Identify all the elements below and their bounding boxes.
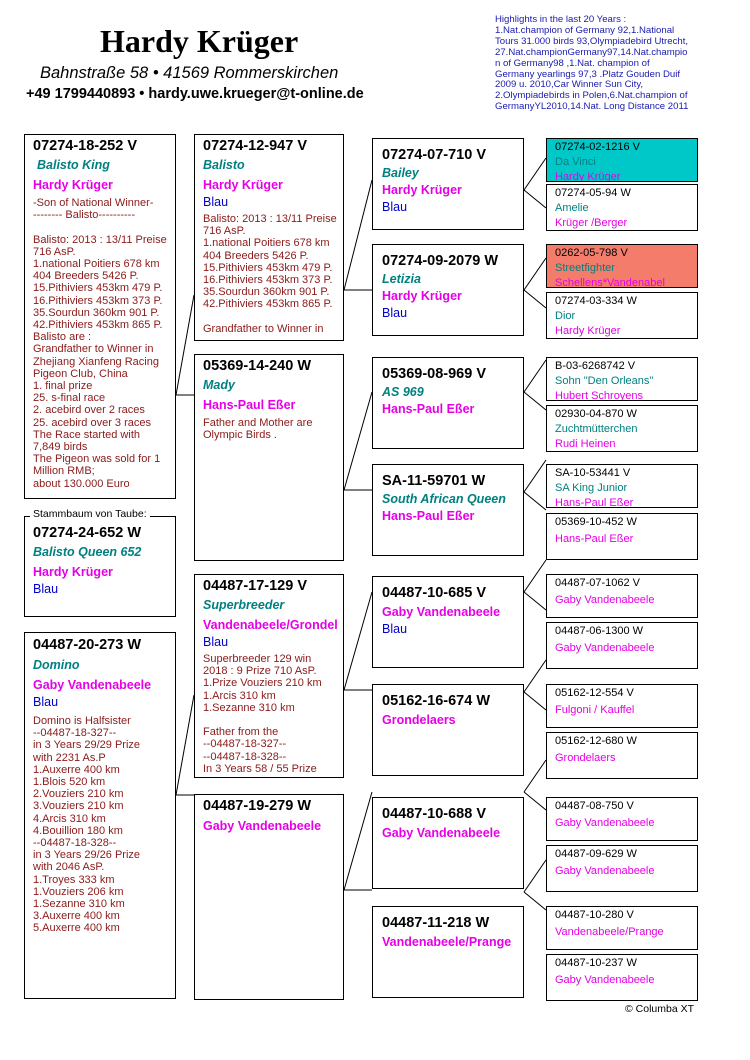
grandparent-name: South African Queen [382, 492, 506, 506]
link-ggp-13 [524, 760, 546, 792]
great-grandparent-owner: Vandenabeele/Prange [555, 926, 664, 938]
grandparent-card-7[interactable] [372, 797, 524, 889]
grandparent-color: Blau [382, 622, 408, 636]
parent-owner: Vandenabeele/Grondel [203, 618, 338, 632]
grandparent-color: Blau [382, 200, 408, 214]
dam-ring: 04487-20-273 W [33, 637, 142, 653]
parent-color: Blau [203, 635, 229, 649]
great-grandparent-owner: Schellens*Vandenabel [555, 277, 665, 288]
great-grandparent-ring: 05162-12-680 W [555, 735, 637, 747]
grandparent-ring: 04487-11-218 W [382, 915, 490, 931]
parent-ring: 04487-17-129 V [203, 578, 307, 594]
link-ggp-16 [524, 892, 546, 910]
great-grandparent-ring: SA-10-53441 V [555, 467, 631, 479]
sibling-owner: Hardy Krüger [33, 565, 113, 579]
parent-name: Superbreeder [203, 598, 285, 612]
grandparent-owner: Hardy Krüger [382, 183, 462, 197]
great-grandparent-card[interactable] [546, 405, 698, 452]
link-dam-sire [176, 695, 194, 795]
link-ggp-7 [524, 460, 546, 492]
great-grandparent-name: Amelie [555, 202, 589, 214]
great-grandparent-ring: 04487-07-1062 V [555, 577, 641, 589]
parent-ring: 07274-12-947 V [203, 138, 307, 154]
grandparent-owner: Hans-Paul Eßer [382, 402, 475, 416]
link-ggp-6 [524, 392, 546, 410]
grandparent-ring: 05369-08-969 V [382, 366, 486, 382]
link-ggp-15 [524, 860, 546, 892]
parent-owner: Hans-Paul Eßer [203, 398, 296, 412]
grandparent-card-3[interactable] [372, 357, 524, 449]
dam-name: Domino [33, 658, 80, 672]
link-ggp-10 [524, 592, 546, 610]
grandparent-owner: Vandenabeele/Prange [382, 935, 512, 949]
link-ggp-1 [524, 158, 546, 190]
great-grandparent-card[interactable] [546, 622, 698, 669]
grandparent-card-4[interactable] [372, 464, 524, 556]
great-grandparent-ring: 07274-02-1216 V [555, 141, 641, 153]
dam-notes: Domino is Halfsister --04487-18-327-- in 3 Years 29/29 Prize with 2231 As.P 1.Auxerre 400 km 1.Blois 520 km 2.Vouziers 210 km 3.Vouziers 210 km 4.Arcis 310 km 4.Bouillion 180 km --04487-18-328-- in 3 Years 29/26 Prize with 2046 AsP. 1.Troyes 333 km 1.Vouziers 206 km 1.Sezanne 310 km 3.Auxerre 400 km 5.Auxerre 400 km [33, 715, 141, 935]
parent-name: Balisto [203, 158, 245, 172]
link-ggp-9 [524, 560, 546, 592]
sibling-color: Blau [33, 582, 59, 596]
great-grandparent-ring: 0262-05-798 V [555, 247, 628, 259]
link-ggp-4 [524, 290, 546, 308]
great-grandparent-owner: Gaby Vandenabeele [555, 974, 655, 986]
grandparent-ring: 07274-07-710 V [382, 147, 486, 163]
parent-owner: Hardy Krüger [203, 178, 283, 192]
great-grandparent-ring: 05162-12-554 V [555, 687, 634, 699]
great-grandparent-card[interactable] [546, 138, 698, 182]
great-grandparent-ring: B-03-6268742 V [555, 360, 636, 372]
great-grandparent-card[interactable] [546, 464, 698, 508]
great-grandparent-ring: 04487-10-280 V [555, 909, 634, 921]
great-grandparent-owner: Gaby Vandenabeele [555, 642, 655, 654]
great-grandparent-name: Sohn "Den Orleans" [555, 375, 654, 387]
grandparent-owner: Hans-Paul Eßer [382, 509, 475, 523]
link-ggp-12 [524, 692, 546, 710]
grandparent-ring: 05162-16-674 W [382, 693, 491, 709]
great-grandparent-card[interactable] [546, 357, 698, 401]
great-grandparent-card[interactable] [546, 797, 698, 841]
sibling-ring: 07274-24-652 W [33, 525, 142, 541]
subject-card[interactable] [24, 134, 176, 499]
grandparent-owner: Gaby Vandenabeele [382, 605, 501, 619]
great-grandparent-owner: Krüger /Berger [555, 217, 628, 229]
grandparent-name: Bailey [382, 166, 419, 180]
great-grandparent-owner: Hubert Schroyens [555, 390, 644, 401]
great-grandparent-owner: Hardy Krüger [555, 171, 621, 182]
great-grandparent-name: Streetfighter [555, 262, 615, 274]
great-grandparent-owner: Gaby Vandenabeele [555, 865, 655, 877]
link-ggp-2 [524, 190, 546, 208]
great-grandparent-name: Da Vinci [555, 156, 596, 168]
subject-ring: 07274-18-252 V [33, 138, 137, 154]
grandparent-name: Letizia [382, 272, 421, 286]
parent-notes: Father and Mother are Olympic Birds . [203, 417, 313, 442]
link-gp-7 [344, 792, 372, 890]
great-grandparent-card[interactable] [546, 292, 698, 339]
breeder-name: Hardy Krüger [100, 23, 299, 59]
breeder-contact: +49 1799440893 • hardy.uwe.krueger@t-online.de [26, 86, 364, 102]
grandparent-ring: 04487-10-688 V [382, 806, 486, 822]
grandparent-owner: Grondelaers [382, 713, 456, 727]
grandparent-ring: SA-11-59701 W [382, 473, 486, 489]
highlights: Highlights in the last 20 Years : 1.Nat.champion of Germany 92,1.National Tours 31.000 birds 93,Olympiadebird Utrecht, 27.Nat.championGermany97,14.Nat.champio n of Germany98 ,1.Nat. champion of Germany yearlings 97,3 .Platz Gouden Duif 2009 u. 2010,Car Winner Sun City, 2.Olympiadebirds in Polen,6.Nat.champion of GermanyYL2010,14.Nat. Long Distance 2011 [495, 14, 689, 113]
grandparent-card-2[interactable] [372, 244, 524, 336]
grandparent-card-1[interactable] [372, 138, 524, 230]
link-ggp-14 [524, 792, 546, 810]
grandparent-owner: Gaby Vandenabeele [382, 826, 501, 840]
grandparent-card-8[interactable] [372, 906, 524, 998]
great-grandparent-ring: 02930-04-870 W [555, 408, 637, 420]
great-grandparent-owner: Gaby Vandenabeele [555, 594, 655, 606]
great-grandparent-owner: Hans-Paul Eßer [555, 533, 634, 545]
parent-name: Mady [203, 378, 235, 392]
grandparent-ring: 04487-10-685 V [382, 585, 486, 601]
great-grandparent-name: Dior [555, 310, 576, 322]
parent-card-3[interactable] [194, 574, 344, 778]
link-gp-5 [344, 592, 372, 690]
great-grandparent-owner: Hardy Krüger [555, 325, 621, 337]
great-grandparent-name: Zuchtmütterchen [555, 423, 638, 435]
link-gp-3 [344, 392, 372, 490]
great-grandparent-card[interactable] [546, 906, 698, 950]
stammbaum-label: Stammbaum von Taube: [30, 508, 150, 521]
link-ggp-8 [524, 492, 546, 510]
great-grandparent-ring: 04487-06-1300 W [555, 625, 644, 637]
great-grandparent-ring: 04487-10-237 W [555, 957, 637, 969]
parent-card-2[interactable] [194, 354, 344, 561]
great-grandparent-card[interactable] [546, 574, 698, 618]
great-grandparent-card[interactable] [546, 513, 698, 560]
link-subject-sire [176, 295, 194, 395]
parent-owner: Gaby Vandenabeele [203, 819, 322, 833]
great-grandparent-ring: 07274-03-334 W [555, 295, 637, 307]
parent-ring: 05369-14-240 W [203, 358, 312, 374]
parent-notes: Balisto: 2013 : 13/11 Preise 716 AsP. 1.national Poitiers 678 km 404 Breeders 5426 P. 15.Pithiviers 453km 479 P. 16.Pithiviers 453km 373 P. 35.Sourdun 360km 901 P. 42.Pithiviers 453km 865 P. Grandfather to Winner in [203, 213, 337, 335]
link-ggp-5 [524, 360, 546, 392]
great-grandparent-ring: 04487-08-750 V [555, 800, 634, 812]
great-grandparent-card[interactable] [546, 184, 698, 231]
great-grandparent-card[interactable] [546, 684, 698, 728]
great-grandparent-name: SA King Junior [555, 482, 628, 494]
dam-color: Blau [33, 695, 59, 709]
grandparent-name: AS 969 [382, 385, 424, 399]
dam-card[interactable] [24, 632, 176, 999]
great-grandparent-ring: 04487-09-629 W [555, 848, 637, 860]
parent-color: Blau [203, 195, 229, 209]
great-grandparent-owner: Grondelaers [555, 752, 616, 764]
great-grandparent-card[interactable] [546, 244, 698, 288]
great-grandparent-card[interactable] [546, 954, 698, 1001]
link-ggp-3 [524, 258, 546, 290]
parent-card-1[interactable] [194, 134, 344, 341]
link-ggp-11 [524, 660, 546, 692]
subject-owner: Hardy Krüger [33, 178, 113, 192]
subject-notes: -Son of National Winner- -------- Balisto---------- Balisto: 2013 : 13/11 Preise 716 AsP. 1.national Poitiers 678 km 404 Breeders 5426 P. 15.Pithiviers 453km 479 P. 16.Pithiviers 453km 373 P. 35.Sourdun 360km 901 P. 42.Pithiviers 453km 865 P. Balisto are : Grandfather to Winner in Zhejiang Xianfeng Racing Pigeon Club, China 1. final prize 25. s-final race 2. acebird over 2 races 25. acebird over 3 races The Race started with 7,849 birds The Pigeon was sold for 1 Million RMB; about 130.000 Euro [33, 197, 167, 490]
grandparent-card-5[interactable] [372, 576, 524, 668]
great-grandparent-card[interactable] [546, 732, 698, 779]
sibling-card[interactable] [24, 516, 176, 617]
great-grandparent-ring: 07274-05-94 W [555, 187, 631, 199]
parent-notes: Superbreeder 129 win 2018 : 9 Prize 710 AsP. 1.Prize Vouziers 210 km 1.Arcis 310 km 1.Sezanne 310 km Father from the --04487-18-327-- --04487-18-328-- In 3 Years 58 / 55 Prize [203, 653, 322, 775]
breeder-address: Bahnstraße 58 • 41569 Rommerskirchen [40, 64, 339, 82]
parent-card-4[interactable] [194, 794, 344, 1000]
great-grandparent-owner: Rudi Heinen [555, 438, 616, 450]
grandparent-owner: Hardy Krüger [382, 289, 462, 303]
great-grandparent-card[interactable] [546, 845, 698, 892]
parent-ring: 04487-19-279 W [203, 798, 312, 814]
copyright-footer: © Columba XT [625, 1003, 695, 1015]
sibling-name: Balisto Queen 652 [33, 545, 142, 559]
dam-owner: Gaby Vandenabeele [33, 678, 152, 692]
great-grandparent-owner: Hans-Paul Eßer [555, 497, 634, 508]
grandparent-color: Blau [382, 306, 408, 320]
subject-name: Balisto King [37, 158, 110, 172]
great-grandparent-owner: Gaby Vandenabeele [555, 817, 655, 829]
grandparent-card-6[interactable] [372, 684, 524, 776]
link-gp-1 [344, 180, 372, 290]
great-grandparent-owner: Fulgoni / Kauffel [555, 704, 635, 716]
great-grandparent-ring: 05369-10-452 W [555, 516, 637, 528]
grandparent-ring: 07274-09-2079 W [382, 253, 499, 269]
